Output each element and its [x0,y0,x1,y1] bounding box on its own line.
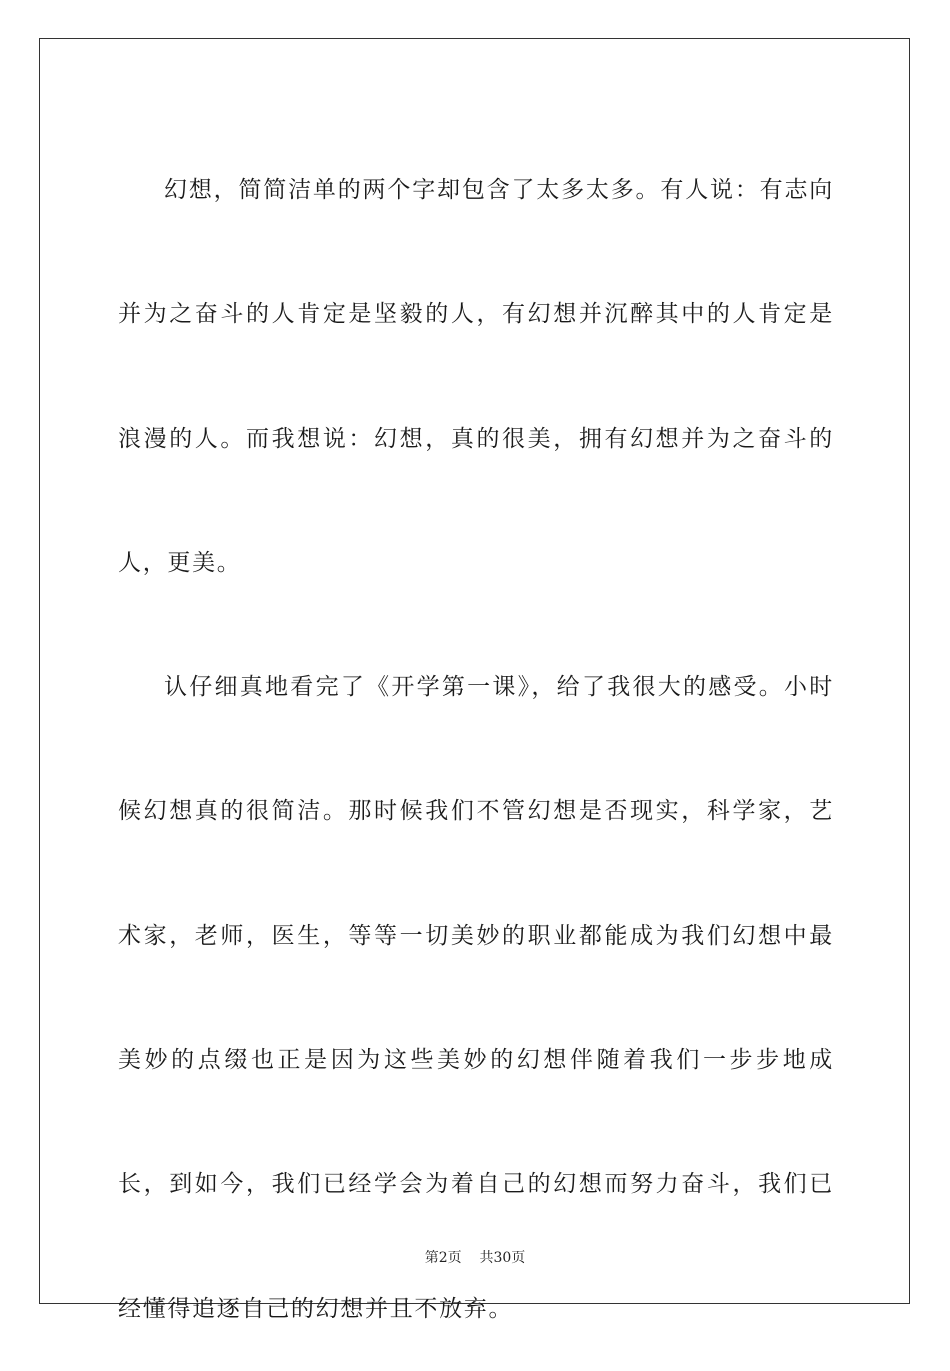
total-pages: 共30页 [479,1250,526,1266]
page-number: 第2页 [424,1250,462,1266]
paragraph-1: 幻想，简简洁单的两个字却包含了太多太多。有人说：有志向并为之奋斗的人肯定是坚毅的人，有幻想并沉醉其中的人肯定是浪漫的人。而我想说：幻想，真的很美，拥有幻想并为之奋斗的人，更美。 [118,177,834,576]
paragraph-2: 认仔细真地看完了《开学第一课》，给了我很大的感受。小时候幻想真的很简洁。那时候我们不管幻想是否现实，科学家，艺术家，老师，医生，等等一切美妙的职业都能成为我们幻想中最美妙的点缀也正是因为这些美妙的幻想伴随着我们一步步地成长，到如今，我们已经学会为着自己的幻想而努力奋斗，我们已经懂得追逐自己的幻想并且不放弃。 [118,674,834,1322]
page-footer [0,1250,950,1266]
document-body [118,128,834,1371]
